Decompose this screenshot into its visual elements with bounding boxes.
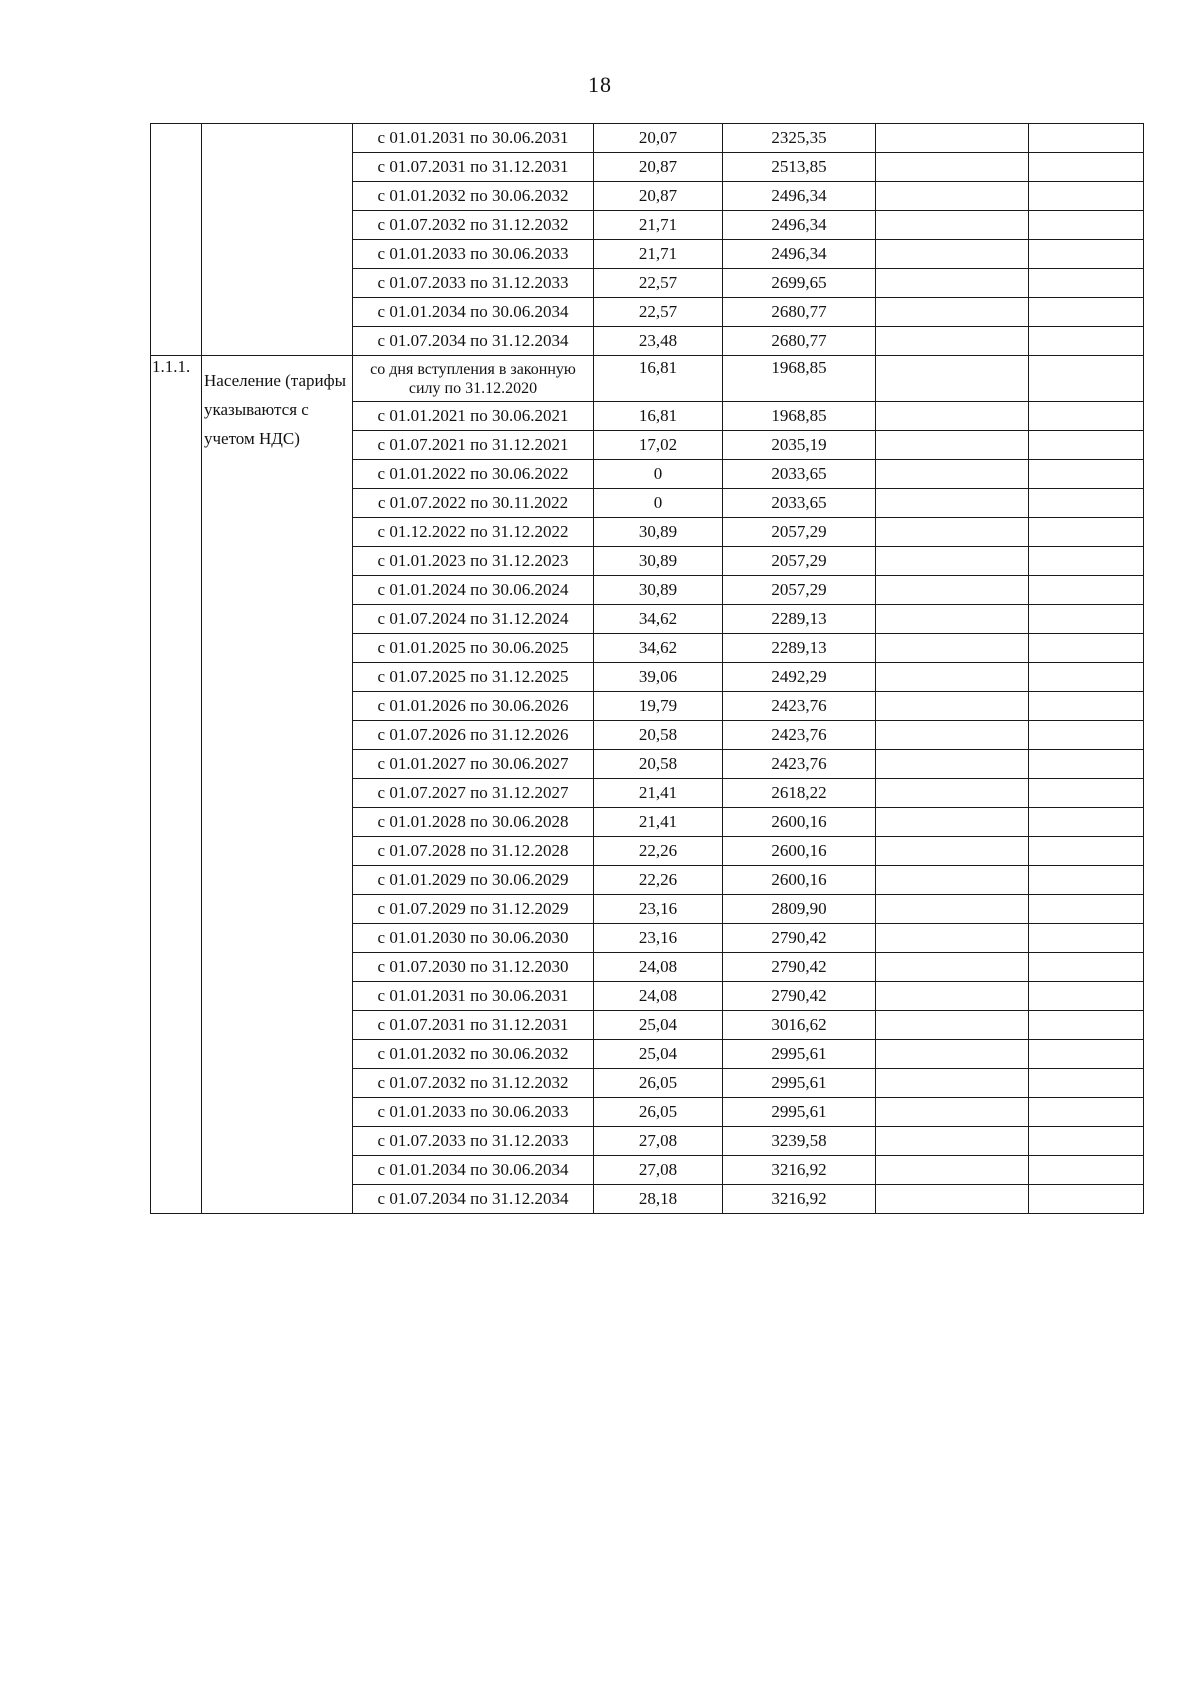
value2-cell: 2600,16 [723,808,876,837]
period-cell: с 01.01.2029 по 30.06.2029 [353,866,594,895]
period-cell: с 01.07.2022 по 30.11.2022 [353,489,594,518]
empty-cell [1029,547,1144,576]
empty-cell [876,895,1029,924]
tariff-table-body [151,124,1144,1214]
period-cell: с 01.01.2031 по 30.06.2031 [353,982,594,1011]
empty-cell [876,750,1029,779]
value1-cell: 21,41 [594,808,723,837]
value1-cell: 26,05 [594,1098,723,1127]
empty-cell [876,1040,1029,1069]
period-cell: с 01.01.2032 по 30.06.2032 [353,1040,594,1069]
value2-cell: 2790,42 [723,953,876,982]
empty-cell [1029,1098,1144,1127]
empty-cell [1029,1127,1144,1156]
empty-cell [876,1127,1029,1156]
value1-cell: 20,07 [594,124,723,153]
value1-cell: 30,89 [594,547,723,576]
empty-cell [876,1069,1029,1098]
value2-cell: 3016,62 [723,1011,876,1040]
value1-cell: 24,08 [594,953,723,982]
page-number: 18 [588,72,612,97]
value2-cell: 2057,29 [723,547,876,576]
value1-cell: 23,16 [594,895,723,924]
value1-cell: 22,26 [594,866,723,895]
period-cell: с 01.07.2026 по 31.12.2026 [353,721,594,750]
value2-cell: 2057,29 [723,518,876,547]
value2-cell: 1968,85 [723,402,876,431]
period-cell: с 01.07.2021 по 31.12.2021 [353,431,594,460]
value1-cell: 0 [594,460,723,489]
value2-cell: 2790,42 [723,924,876,953]
empty-cell [1029,1185,1144,1214]
empty-cell [1029,402,1144,431]
empty-cell [876,924,1029,953]
value1-cell: 30,89 [594,518,723,547]
value1-cell: 25,04 [594,1040,723,1069]
empty-cell [1029,895,1144,924]
period-cell: с 01.01.2030 по 30.06.2030 [353,924,594,953]
period-cell: с 01.01.2033 по 30.06.2033 [353,240,594,269]
empty-cell [1029,837,1144,866]
empty-cell [876,153,1029,182]
period-cell: с 01.07.2025 по 31.12.2025 [353,663,594,692]
empty-cell [1029,124,1144,153]
period-cell: с 01.07.2032 по 31.12.2032 [353,1069,594,1098]
category-label: Население (тарифы указываются с учетом НДС) [204,371,347,448]
period-cell: с 01.01.2022 по 30.06.2022 [353,460,594,489]
value2-cell: 2699,65 [723,269,876,298]
empty-cell [1029,269,1144,298]
empty-cell [1029,808,1144,837]
empty-cell [1029,576,1144,605]
empty-cell [1029,634,1144,663]
empty-cell [1029,240,1144,269]
value1-cell: 22,57 [594,298,723,327]
value1-cell: 26,05 [594,1069,723,1098]
value2-cell: 2496,34 [723,182,876,211]
value2-cell: 2600,16 [723,866,876,895]
empty-cell [876,1098,1029,1127]
value2-cell: 2513,85 [723,153,876,182]
empty-cell [1029,153,1144,182]
value1-cell: 20,87 [594,182,723,211]
empty-cell [1029,518,1144,547]
period-cell: с 01.01.2031 по 30.06.2031 [353,124,594,153]
value2-cell: 2033,65 [723,489,876,518]
empty-cell [876,663,1029,692]
period-cell: с 01.07.2028 по 31.12.2028 [353,837,594,866]
period-cell: с 01.01.2021 по 30.06.2021 [353,402,594,431]
value1-cell: 21,71 [594,240,723,269]
row-number-cell [151,356,202,1214]
value1-cell: 17,02 [594,431,723,460]
empty-cell [876,460,1029,489]
empty-cell [876,124,1029,153]
table-row [151,124,1144,153]
empty-cell [1029,1040,1144,1069]
value2-cell: 2600,16 [723,837,876,866]
period-cell: с 01.01.2034 по 30.06.2034 [353,298,594,327]
value1-cell: 20,87 [594,153,723,182]
empty-cell [1029,750,1144,779]
value2-cell: 2035,19 [723,431,876,460]
empty-cell [876,1156,1029,1185]
value1-cell: 34,62 [594,634,723,663]
empty-cell [1029,211,1144,240]
value1-cell: 30,89 [594,576,723,605]
empty-cell [876,431,1029,460]
empty-cell [1029,460,1144,489]
empty-cell [876,298,1029,327]
empty-cell [876,1011,1029,1040]
period-cell: с 01.07.2030 по 31.12.2030 [353,953,594,982]
period-cell: с 01.01.2034 по 30.06.2034 [353,1156,594,1185]
value2-cell: 2995,61 [723,1098,876,1127]
period-cell: с 01.07.2031 по 31.12.2031 [353,1011,594,1040]
empty-cell [1029,663,1144,692]
empty-cell [876,182,1029,211]
value2-cell: 2809,90 [723,895,876,924]
value2-cell: 2496,34 [723,211,876,240]
value2-cell: 2995,61 [723,1040,876,1069]
empty-cell [876,837,1029,866]
value2-cell: 2423,76 [723,692,876,721]
value1-cell: 16,81 [594,402,723,431]
empty-cell [1029,1156,1144,1185]
period-cell: с 01.07.2024 по 31.12.2024 [353,605,594,634]
value2-cell: 2995,61 [723,1069,876,1098]
empty-cell [1029,1069,1144,1098]
empty-cell [876,356,1029,402]
empty-cell [1029,605,1144,634]
period-cell: с 01.01.2025 по 30.06.2025 [353,634,594,663]
empty-cell [1029,924,1144,953]
row-number: 1.1.1. [152,357,191,376]
empty-cell [876,692,1029,721]
empty-cell [876,953,1029,982]
value2-cell: 3239,58 [723,1127,876,1156]
value1-cell: 34,62 [594,605,723,634]
period-cell: с 01.01.2033 по 30.06.2033 [353,1098,594,1127]
empty-cell [876,721,1029,750]
empty-cell [876,240,1029,269]
period-cell: с 01.07.2034 по 31.12.2034 [353,1185,594,1214]
empty-cell [1029,866,1144,895]
period-cell: с 01.07.2027 по 31.12.2027 [353,779,594,808]
empty-cell [876,211,1029,240]
empty-cell [876,779,1029,808]
value2-cell: 2057,29 [723,576,876,605]
empty-cell [876,269,1029,298]
period-cell: с 01.01.2023 по 31.12.2023 [353,547,594,576]
value1-cell: 27,08 [594,1127,723,1156]
value1-cell: 16,81 [594,356,723,402]
empty-cell [876,576,1029,605]
category-cell [202,356,353,1214]
table-row [151,356,1144,402]
empty-cell [876,808,1029,837]
period-cell: с 01.07.2033 по 31.12.2033 [353,269,594,298]
empty-cell [1029,779,1144,808]
empty-cell [876,634,1029,663]
period-cell: с 01.01.2026 по 30.06.2026 [353,692,594,721]
row-number-cell [151,124,202,356]
value1-cell: 22,26 [594,837,723,866]
empty-cell [876,402,1029,431]
empty-cell [1029,953,1144,982]
value1-cell: 21,71 [594,211,723,240]
empty-cell [1029,489,1144,518]
value1-cell: 0 [594,489,723,518]
value1-cell: 23,48 [594,327,723,356]
value1-cell: 28,18 [594,1185,723,1214]
empty-cell [1029,356,1144,402]
period-cell: с 01.01.2024 по 30.06.2024 [353,576,594,605]
empty-cell [876,518,1029,547]
empty-cell [876,982,1029,1011]
empty-cell [876,547,1029,576]
empty-cell [1029,327,1144,356]
empty-cell [1029,431,1144,460]
empty-cell [876,605,1029,634]
value1-cell: 22,57 [594,269,723,298]
empty-cell [876,489,1029,518]
value2-cell: 2790,42 [723,982,876,1011]
period-cell: с 01.01.2032 по 30.06.2032 [353,182,594,211]
value2-cell: 2492,29 [723,663,876,692]
empty-cell [876,327,1029,356]
period-cell: с 01.12.2022 по 31.12.2022 [353,518,594,547]
empty-cell [1029,1011,1144,1040]
value2-cell: 3216,92 [723,1185,876,1214]
value2-cell: 1968,85 [723,356,876,402]
empty-cell [876,1185,1029,1214]
period-cell: с 01.07.2031 по 31.12.2031 [353,153,594,182]
value2-cell: 2423,76 [723,721,876,750]
value1-cell: 23,16 [594,924,723,953]
value2-cell: 3216,92 [723,1156,876,1185]
value1-cell: 24,08 [594,982,723,1011]
value2-cell: 2423,76 [723,750,876,779]
value2-cell: 2033,65 [723,460,876,489]
period-cell: с 01.07.2029 по 31.12.2029 [353,895,594,924]
period-cell: с 01.01.2028 по 30.06.2028 [353,808,594,837]
empty-cell [1029,182,1144,211]
value2-cell: 2325,35 [723,124,876,153]
value1-cell: 39,06 [594,663,723,692]
value2-cell: 2680,77 [723,298,876,327]
value1-cell: 25,04 [594,1011,723,1040]
value1-cell: 20,58 [594,750,723,779]
value2-cell: 2289,13 [723,605,876,634]
period-cell: с 01.07.2034 по 31.12.2034 [353,327,594,356]
value2-cell: 2496,34 [723,240,876,269]
period-cell: со дня вступления в законную силу по 31.12.2020 [353,356,594,402]
empty-cell [1029,982,1144,1011]
period-cell: с 01.01.2027 по 30.06.2027 [353,750,594,779]
tariff-table [150,123,1144,1214]
period-cell: с 01.07.2032 по 31.12.2032 [353,211,594,240]
value2-cell: 2289,13 [723,634,876,663]
value1-cell: 20,58 [594,721,723,750]
value1-cell: 21,41 [594,779,723,808]
value2-cell: 2680,77 [723,327,876,356]
empty-cell [1029,721,1144,750]
empty-cell [876,866,1029,895]
empty-cell [1029,692,1144,721]
value2-cell: 2618,22 [723,779,876,808]
value1-cell: 19,79 [594,692,723,721]
period-cell: с 01.07.2033 по 31.12.2033 [353,1127,594,1156]
empty-cell [1029,298,1144,327]
category-cell [202,124,353,356]
value1-cell: 27,08 [594,1156,723,1185]
